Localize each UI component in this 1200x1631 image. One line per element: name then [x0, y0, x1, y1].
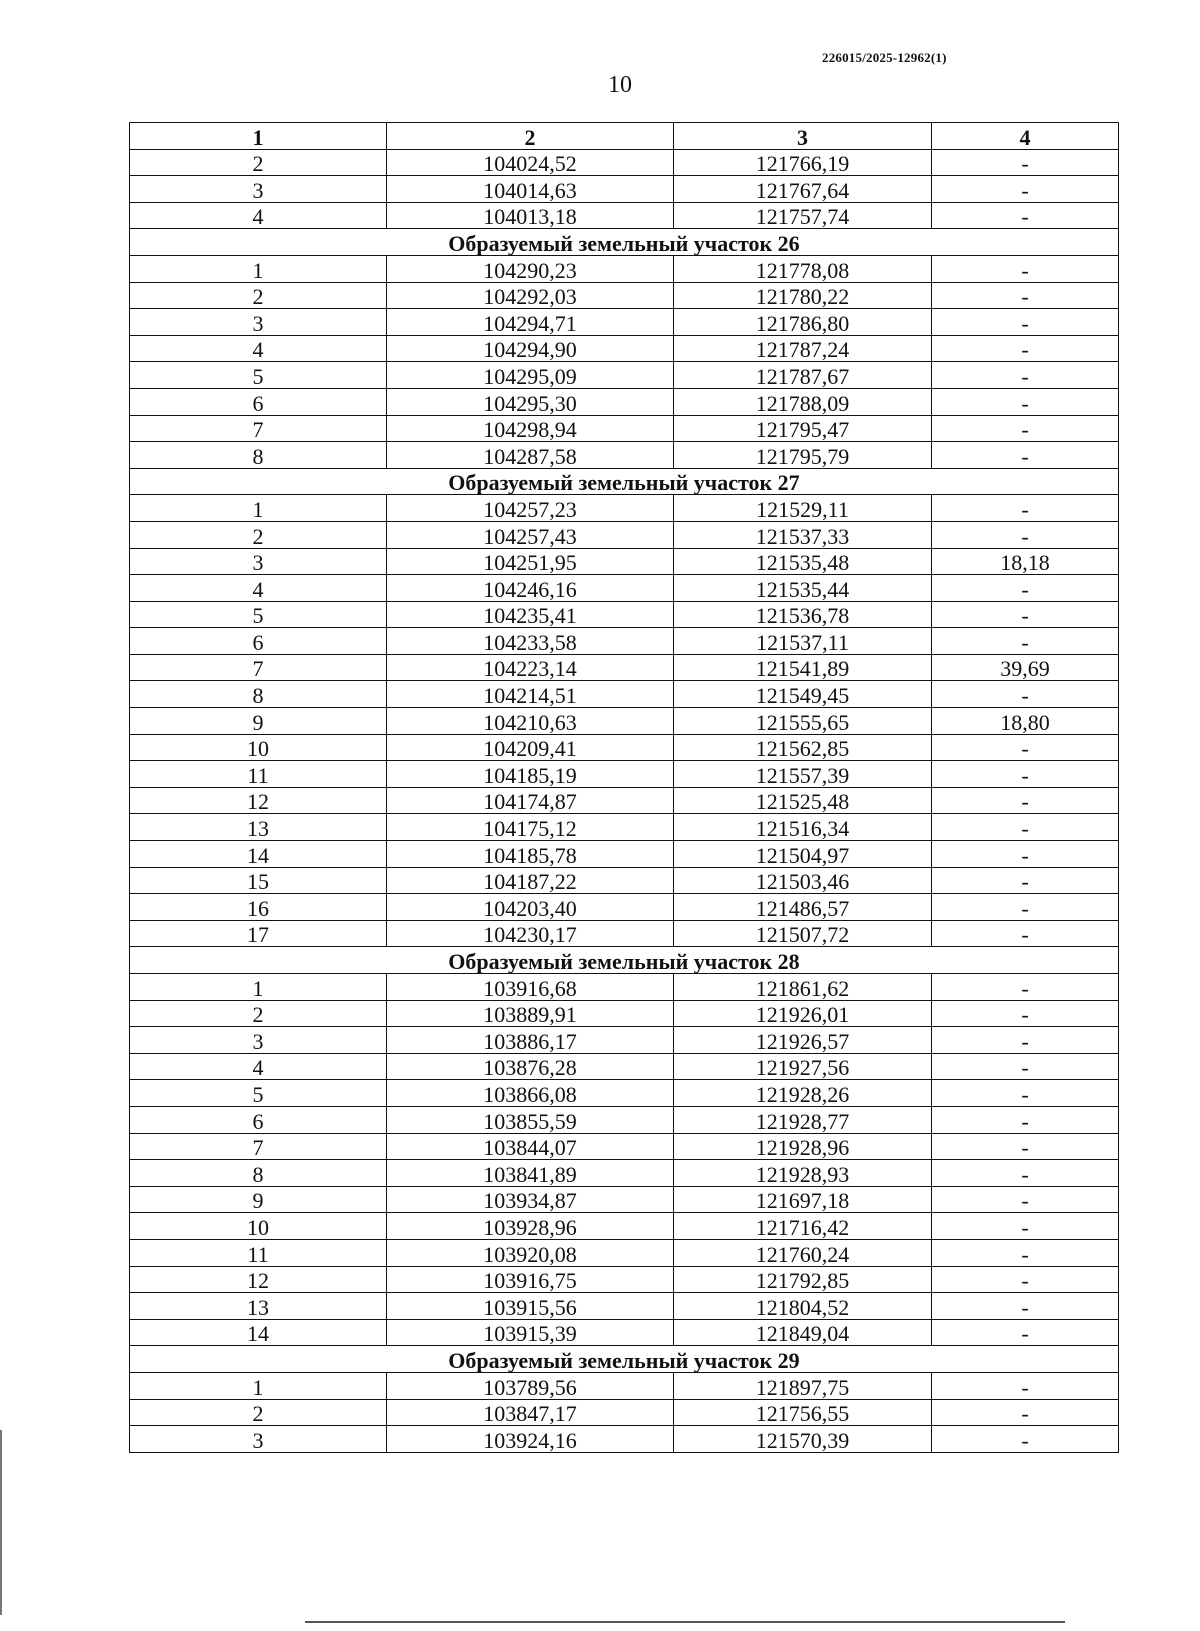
x-coordinate-cell: 103889,91	[387, 1000, 674, 1027]
x-coordinate-cell: 103920,08	[387, 1239, 674, 1266]
x-coordinate-cell: 104230,17	[387, 920, 674, 947]
value-cell: -	[932, 1426, 1119, 1453]
y-coordinate-cell: 121787,67	[674, 362, 932, 389]
table-row	[130, 1213, 1119, 1240]
y-coordinate-cell: 121537,11	[674, 628, 932, 655]
point-number-cell: 5	[130, 362, 387, 389]
table-row	[130, 1266, 1119, 1293]
value-cell: -	[932, 309, 1119, 336]
x-coordinate-cell: 103789,56	[387, 1372, 674, 1399]
y-coordinate-cell: 121507,72	[674, 920, 932, 947]
value-cell: -	[932, 388, 1119, 415]
y-coordinate-cell: 121760,24	[674, 1239, 932, 1266]
value-cell: -	[932, 1133, 1119, 1160]
y-coordinate-cell: 121928,96	[674, 1133, 932, 1160]
value-cell: -	[932, 176, 1119, 203]
x-coordinate-cell: 103876,28	[387, 1053, 674, 1080]
point-number-cell: 10	[130, 734, 387, 761]
x-coordinate-cell: 103915,39	[387, 1319, 674, 1346]
point-number-cell: 13	[130, 814, 387, 841]
y-coordinate-cell: 121716,42	[674, 1213, 932, 1240]
table-row	[130, 974, 1119, 1001]
point-number-cell: 10	[130, 1213, 387, 1240]
x-coordinate-cell: 104294,71	[387, 309, 674, 336]
y-coordinate-cell: 121529,11	[674, 495, 932, 522]
value-cell: -	[932, 575, 1119, 602]
x-coordinate-cell: 103916,68	[387, 974, 674, 1001]
value-cell: 18,18	[932, 548, 1119, 575]
y-coordinate-cell: 121767,64	[674, 176, 932, 203]
table-row	[130, 255, 1119, 282]
point-number-cell: 12	[130, 787, 387, 814]
table-row	[130, 1239, 1119, 1266]
x-coordinate-cell: 104294,90	[387, 335, 674, 362]
value-cell: -	[932, 521, 1119, 548]
table-row	[130, 654, 1119, 681]
table-row	[130, 362, 1119, 389]
point-number-cell: 3	[130, 1426, 387, 1453]
table-row	[130, 601, 1119, 628]
x-coordinate-cell: 103928,96	[387, 1213, 674, 1240]
y-coordinate-cell: 121525,48	[674, 787, 932, 814]
header-row	[130, 123, 1119, 150]
x-coordinate-cell: 104210,63	[387, 708, 674, 735]
point-number-cell: 11	[130, 761, 387, 788]
table-row	[130, 1080, 1119, 1107]
point-number-cell: 13	[130, 1293, 387, 1320]
table-row	[130, 335, 1119, 362]
point-number-cell: 3	[130, 309, 387, 336]
table-row	[130, 787, 1119, 814]
y-coordinate-cell: 121555,65	[674, 708, 932, 735]
value-cell: -	[932, 495, 1119, 522]
point-number-cell: 9	[130, 708, 387, 735]
point-number-cell: 1	[130, 495, 387, 522]
x-coordinate-cell: 104185,19	[387, 761, 674, 788]
y-coordinate-cell: 121549,45	[674, 681, 932, 708]
value-cell: -	[932, 867, 1119, 894]
y-coordinate-cell: 121562,85	[674, 734, 932, 761]
table-row	[130, 495, 1119, 522]
y-coordinate-cell: 121536,78	[674, 601, 932, 628]
y-coordinate-cell: 121535,48	[674, 548, 932, 575]
table-row	[130, 841, 1119, 868]
table-row	[130, 202, 1119, 229]
x-coordinate-cell: 104185,78	[387, 841, 674, 868]
section-header-row	[130, 468, 1119, 495]
y-coordinate-cell: 121788,09	[674, 388, 932, 415]
y-coordinate-cell: 121795,47	[674, 415, 932, 442]
value-cell: -	[932, 894, 1119, 921]
x-coordinate-cell: 103847,17	[387, 1399, 674, 1426]
table-row	[130, 1399, 1119, 1426]
point-number-cell: 11	[130, 1239, 387, 1266]
point-number-cell: 12	[130, 1266, 387, 1293]
point-number-cell: 8	[130, 681, 387, 708]
value-cell: 39,69	[932, 654, 1119, 681]
y-coordinate-cell: 121804,52	[674, 1293, 932, 1320]
table-header	[130, 123, 1119, 150]
value-cell: 18,80	[932, 708, 1119, 735]
value-cell: -	[932, 1213, 1119, 1240]
value-cell: -	[932, 1293, 1119, 1320]
value-cell: -	[932, 1160, 1119, 1187]
section-title: Образуемый земельный участок 29	[130, 1346, 1119, 1373]
table-row	[130, 388, 1119, 415]
x-coordinate-cell: 104223,14	[387, 654, 674, 681]
y-coordinate-cell: 121787,24	[674, 335, 932, 362]
y-coordinate-cell: 121792,85	[674, 1266, 932, 1293]
point-number-cell: 5	[130, 601, 387, 628]
point-number-cell: 3	[130, 548, 387, 575]
table-row	[130, 920, 1119, 947]
table-row	[130, 1106, 1119, 1133]
table-row	[130, 681, 1119, 708]
y-coordinate-cell: 121926,01	[674, 1000, 932, 1027]
value-cell: -	[932, 282, 1119, 309]
point-number-cell: 2	[130, 521, 387, 548]
x-coordinate-cell: 103924,16	[387, 1426, 674, 1453]
table-row	[130, 1426, 1119, 1453]
point-number-cell: 3	[130, 176, 387, 203]
table-row	[130, 1319, 1119, 1346]
table-row	[130, 1027, 1119, 1054]
x-coordinate-cell: 103886,17	[387, 1027, 674, 1054]
y-coordinate-cell: 121537,33	[674, 521, 932, 548]
table-row	[130, 282, 1119, 309]
coordinates-table	[129, 122, 1119, 1453]
value-cell: -	[932, 974, 1119, 1001]
section-header-row	[130, 947, 1119, 974]
point-number-cell: 3	[130, 1027, 387, 1054]
table-row	[130, 1053, 1119, 1080]
x-coordinate-cell: 104290,23	[387, 255, 674, 282]
scan-edge-mark	[0, 1430, 2, 1615]
value-cell: -	[932, 1106, 1119, 1133]
x-coordinate-cell: 104298,94	[387, 415, 674, 442]
y-coordinate-cell: 121504,97	[674, 841, 932, 868]
x-coordinate-cell: 104174,87	[387, 787, 674, 814]
y-coordinate-cell: 121541,89	[674, 654, 932, 681]
y-coordinate-cell: 121503,46	[674, 867, 932, 894]
table-row	[130, 761, 1119, 788]
x-coordinate-cell: 103855,59	[387, 1106, 674, 1133]
x-coordinate-cell: 104235,41	[387, 601, 674, 628]
y-coordinate-cell: 121766,19	[674, 149, 932, 176]
table-row	[130, 415, 1119, 442]
value-cell: -	[932, 628, 1119, 655]
point-number-cell: 1	[130, 255, 387, 282]
value-cell: -	[932, 1372, 1119, 1399]
y-coordinate-cell: 121927,56	[674, 1053, 932, 1080]
point-number-cell: 7	[130, 1133, 387, 1160]
x-coordinate-cell: 103916,75	[387, 1266, 674, 1293]
point-number-cell: 4	[130, 202, 387, 229]
point-number-cell: 15	[130, 867, 387, 894]
table-row	[130, 814, 1119, 841]
point-number-cell: 6	[130, 388, 387, 415]
point-number-cell: 14	[130, 1319, 387, 1346]
x-coordinate-cell: 104187,22	[387, 867, 674, 894]
x-coordinate-cell: 104013,18	[387, 202, 674, 229]
point-number-cell: 2	[130, 1000, 387, 1027]
value-cell: -	[932, 1399, 1119, 1426]
value-cell: -	[932, 255, 1119, 282]
x-coordinate-cell: 104287,58	[387, 442, 674, 469]
table-row	[130, 1000, 1119, 1027]
x-coordinate-cell: 104257,43	[387, 521, 674, 548]
value-cell: -	[932, 814, 1119, 841]
y-coordinate-cell: 121757,74	[674, 202, 932, 229]
y-coordinate-cell: 121557,39	[674, 761, 932, 788]
table-row	[130, 149, 1119, 176]
value-cell: -	[932, 202, 1119, 229]
value-cell: -	[932, 1053, 1119, 1080]
table-row	[130, 1160, 1119, 1187]
x-coordinate-cell: 104292,03	[387, 282, 674, 309]
y-coordinate-cell: 121795,79	[674, 442, 932, 469]
point-number-cell: 1	[130, 974, 387, 1001]
value-cell: -	[932, 149, 1119, 176]
x-coordinate-cell: 103841,89	[387, 1160, 674, 1187]
table-row	[130, 628, 1119, 655]
value-cell: -	[932, 415, 1119, 442]
value-cell: -	[932, 787, 1119, 814]
y-coordinate-cell: 121897,75	[674, 1372, 932, 1399]
y-coordinate-cell: 121570,39	[674, 1426, 932, 1453]
x-coordinate-cell: 104251,95	[387, 548, 674, 575]
table-row	[130, 1186, 1119, 1213]
y-coordinate-cell: 121778,08	[674, 255, 932, 282]
x-coordinate-cell: 103844,07	[387, 1133, 674, 1160]
y-coordinate-cell: 121928,26	[674, 1080, 932, 1107]
header-cell-2: 2	[387, 123, 674, 150]
y-coordinate-cell: 121926,57	[674, 1027, 932, 1054]
value-cell: -	[932, 1186, 1119, 1213]
section-header-row	[130, 229, 1119, 256]
y-coordinate-cell: 121861,62	[674, 974, 932, 1001]
value-cell: -	[932, 734, 1119, 761]
point-number-cell: 6	[130, 628, 387, 655]
table-row	[130, 548, 1119, 575]
x-coordinate-cell: 104175,12	[387, 814, 674, 841]
point-number-cell: 6	[130, 1106, 387, 1133]
value-cell: -	[932, 601, 1119, 628]
section-title: Образуемый земельный участок 26	[130, 229, 1119, 256]
point-number-cell: 2	[130, 1399, 387, 1426]
x-coordinate-cell: 104209,41	[387, 734, 674, 761]
bottom-divider	[305, 1621, 1065, 1623]
point-number-cell: 2	[130, 282, 387, 309]
table-row	[130, 309, 1119, 336]
value-cell: -	[932, 681, 1119, 708]
table-row	[130, 1293, 1119, 1320]
y-coordinate-cell: 121928,77	[674, 1106, 932, 1133]
point-number-cell: 16	[130, 894, 387, 921]
value-cell: -	[932, 1027, 1119, 1054]
y-coordinate-cell: 121780,22	[674, 282, 932, 309]
header-cell-4: 4	[932, 123, 1119, 150]
value-cell: -	[932, 1000, 1119, 1027]
x-coordinate-cell: 104257,23	[387, 495, 674, 522]
point-number-cell: 8	[130, 442, 387, 469]
point-number-cell: 4	[130, 335, 387, 362]
x-coordinate-cell: 104295,30	[387, 388, 674, 415]
section-title: Образуемый земельный участок 27	[130, 468, 1119, 495]
value-cell: -	[932, 1080, 1119, 1107]
x-coordinate-cell: 103934,87	[387, 1186, 674, 1213]
point-number-cell: 4	[130, 575, 387, 602]
value-cell: -	[932, 1266, 1119, 1293]
x-coordinate-cell: 104203,40	[387, 894, 674, 921]
y-coordinate-cell: 121535,44	[674, 575, 932, 602]
point-number-cell: 8	[130, 1160, 387, 1187]
table-row	[130, 575, 1119, 602]
table-row	[130, 442, 1119, 469]
table-row	[130, 894, 1119, 921]
page-number: 10	[608, 72, 632, 98]
point-number-cell: 2	[130, 149, 387, 176]
value-cell: -	[932, 1239, 1119, 1266]
value-cell: -	[932, 761, 1119, 788]
value-cell: -	[932, 335, 1119, 362]
value-cell: -	[932, 920, 1119, 947]
section-header-row	[130, 1346, 1119, 1373]
x-coordinate-cell: 104246,16	[387, 575, 674, 602]
point-number-cell: 14	[130, 841, 387, 868]
point-number-cell: 7	[130, 415, 387, 442]
y-coordinate-cell: 121516,34	[674, 814, 932, 841]
x-coordinate-cell: 104014,63	[387, 176, 674, 203]
table-row	[130, 521, 1119, 548]
value-cell: -	[932, 442, 1119, 469]
table-row	[130, 867, 1119, 894]
section-title: Образуемый земельный участок 28	[130, 947, 1119, 974]
x-coordinate-cell: 104024,52	[387, 149, 674, 176]
y-coordinate-cell: 121786,80	[674, 309, 932, 336]
x-coordinate-cell: 104233,58	[387, 628, 674, 655]
x-coordinate-cell: 103866,08	[387, 1080, 674, 1107]
point-number-cell: 5	[130, 1080, 387, 1107]
value-cell: -	[932, 1319, 1119, 1346]
point-number-cell: 7	[130, 654, 387, 681]
header-cell-3: 3	[674, 123, 932, 150]
table-row	[130, 708, 1119, 735]
table-row	[130, 1133, 1119, 1160]
y-coordinate-cell: 121697,18	[674, 1186, 932, 1213]
y-coordinate-cell: 121928,93	[674, 1160, 932, 1187]
value-cell: -	[932, 841, 1119, 868]
point-number-cell: 1	[130, 1372, 387, 1399]
document-id: 226015/2025-12962(1)	[822, 50, 947, 65]
point-number-cell: 4	[130, 1053, 387, 1080]
point-number-cell: 9	[130, 1186, 387, 1213]
x-coordinate-cell: 104214,51	[387, 681, 674, 708]
table-body	[130, 149, 1119, 1452]
x-coordinate-cell: 103915,56	[387, 1293, 674, 1320]
y-coordinate-cell: 121756,55	[674, 1399, 932, 1426]
table-row	[130, 176, 1119, 203]
x-coordinate-cell: 104295,09	[387, 362, 674, 389]
table-row	[130, 734, 1119, 761]
y-coordinate-cell: 121486,57	[674, 894, 932, 921]
table-row	[130, 1372, 1119, 1399]
point-number-cell: 17	[130, 920, 387, 947]
header-cell-1: 1	[130, 123, 387, 150]
value-cell: -	[932, 362, 1119, 389]
y-coordinate-cell: 121849,04	[674, 1319, 932, 1346]
